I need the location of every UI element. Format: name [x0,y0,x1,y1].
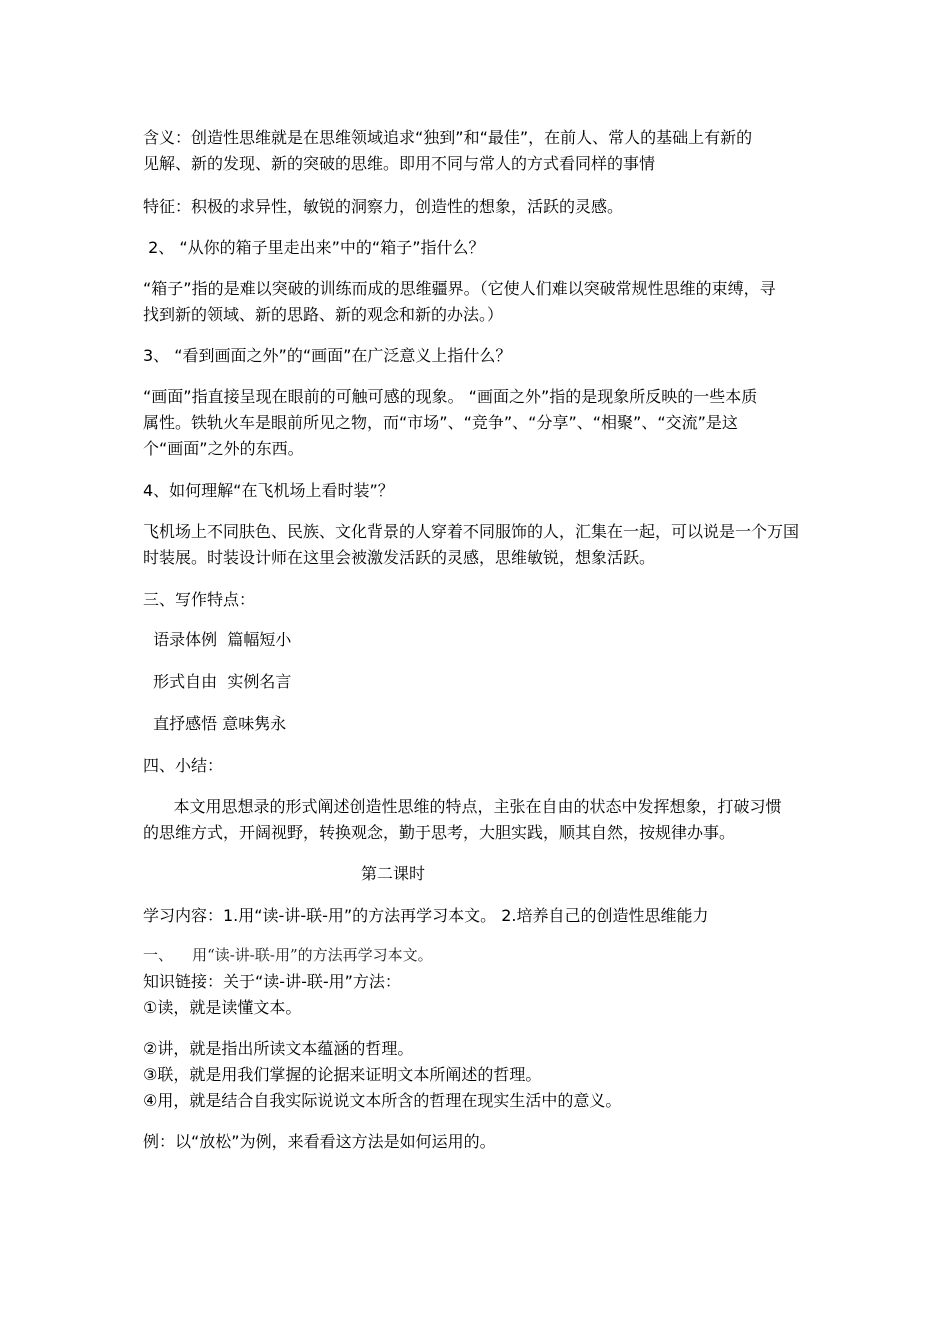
answer-2-line-2: 找到新的领域、新的思路、新的观念和新的办法。） [143,305,504,324]
method-explain: ②讲，就是指出所读文本蕴涵的哲理。 [143,1039,414,1058]
question-4: 4、如何理解“在飞机场上看时装”？ [143,481,394,500]
example-line: 例：以“放松”为例，来看看这方法是如何运用的。 [143,1132,496,1151]
method-read: ①读，就是读懂文本。 [143,998,302,1017]
writing-feature-2: 形式自由 实例名言 [143,672,292,691]
summary-line-1: 本文用思想录的形式阐述创造性思维的特点，主张在自由的状态中发挥想象，打破习惯 [143,797,782,816]
definition-line-1: 含义：创造性思维就是在思维领域追求“独到”和“最佳”，在前人、常人的基础上有新的 [143,128,753,147]
answer-4-line-1: 飞机场上不同肤色、民族、文化背景的人穿着不同服饰的人，汇集在一起，可以说是一个万国 [143,522,800,541]
question-2: 2、 “从你的箱子里走出来”中的“箱子”指什么？ [143,238,485,257]
features-line: 特征：积极的求异性，敏锐的洞察力，创造性的想象，活跃的灵感。 [143,197,624,216]
method-apply: ④用，就是结合自我实际说说文本所含的哲理在现实生活中的意义。 [143,1091,622,1110]
answer-2-line-1: “箱子”指的是难以突破的训练而成的思维疆界。（它使人们难以突破常规性思维的束缚，寻 [143,279,776,298]
learning-content: 学习内容：1.用“读-讲-联-用”的方法再学习本文。 2.培养自己的创造性思维能力 [143,906,709,925]
answer-3-line-3: 个“画面”之外的东西。 [143,439,304,458]
method-connect: ③联，就是用我们掌握的论据来证明文本所阐述的哲理。 [143,1065,542,1084]
part-1-heading: 一、 用“读-讲-联-用”的方法再学习本文。 [143,946,433,964]
answer-3-line-2: 属性。铁轨火车是眼前所见之物，而“市场”、“竞争”、“分享”、“相聚”、“交流”是这 [143,413,738,432]
writing-feature-3: 直抒感悟 意味隽永 [143,714,287,733]
answer-3-line-1: “画面”指直接呈现在眼前的可触可感的现象。 “画面之外”指的是现象所反映的一些本质 [143,387,758,406]
lesson-2-heading: 第二课时 [361,864,426,883]
question-3: 3、 “看到画面之外”的“画面”在广泛意义上指什么？ [143,346,512,365]
writing-feature-1: 语录体例 篇幅短小 [143,630,292,649]
knowledge-link: 知识链接：关于“读-讲-联-用”方法： [143,972,401,991]
section-writing-features: 三、写作特点： [143,590,256,609]
summary-line-2: 的思维方式，开阔视野，转换观念，勤于思考，大胆实践，顺其自然，按规律办事。 [143,823,736,842]
section-summary: 四、小结： [143,756,224,775]
definition-line-2: 见解、新的发现、新的突破的思维。即用不同与常人的方式看同样的事情 [143,154,656,173]
answer-4-line-2: 时装展。时装设计师在这里会被激发活跃的灵感，思维敏锐，想象活跃。 [143,548,656,567]
